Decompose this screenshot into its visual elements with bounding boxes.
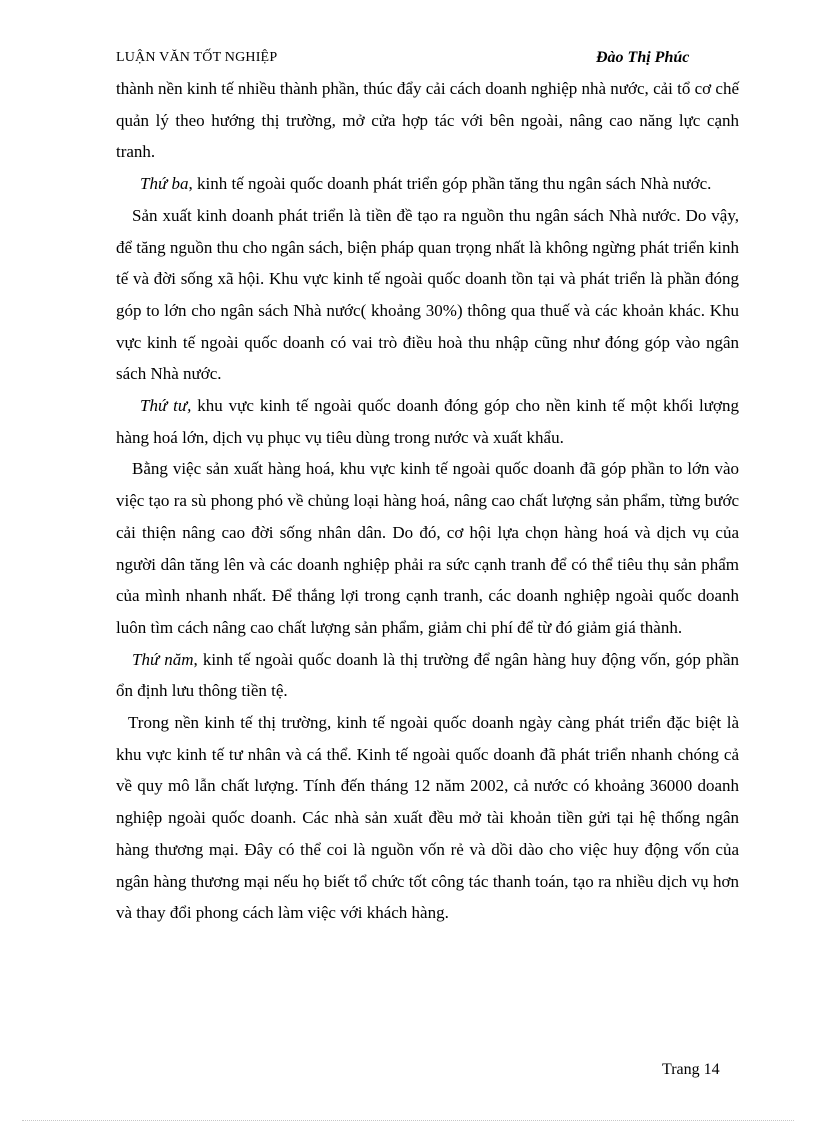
paragraph-text: , kinh tế ngoài quốc doanh phát triển góp phần tăng thu ngân sách Nhà nước. xyxy=(188,174,712,194)
paragraph-thu-ba xyxy=(116,168,739,200)
paragraph-text: , kinh tế ngoài quốc doanh là thị trường để ngân hàng huy động vốn, góp phần ổn định lưu thông tiền tệ. xyxy=(116,649,739,701)
paragraph-ngan-sach xyxy=(116,200,739,390)
page-bottom-divider xyxy=(22,1120,794,1121)
paragraph-text: Bằng việc sản xuất hàng hoá, khu vực kinh tế ngoài quốc doanh đã góp phần to lớn vào việc tạo ra sù phong phó về chủng loại hàng hoá, nâng cao chất lượng sản phẩm, từng bước cải thiện nâng cao đời sống nhân dân. Do đó, cơ hội lựa chọn hàng hoá và dịch vụ của người dân tăng lên và các doanh nghiệp phải ra sức cạnh tranh để có thể tiêu thụ sản phẩm của mình nhanh nhất. Để thắng lợi trong cạnh tranh, các doanh nghiệp ngoài quốc doanh luôn tìm cách nâng cao chất lượng sản phẩm, giảm chi phí để từ đó giảm giá thành. xyxy=(116,459,739,637)
paragraph-thu-nam xyxy=(116,644,739,707)
paragraph-lead: Thứ ba xyxy=(140,174,189,194)
document-body xyxy=(116,73,739,929)
paragraph-continuation xyxy=(116,73,739,168)
paragraph-thi-truong xyxy=(116,707,739,929)
paragraph-hang-hoa xyxy=(116,453,739,643)
paragraph-lead: Thứ năm xyxy=(132,649,194,669)
paragraph-text: khu vực kinh tế ngoài quốc doanh đóng góp cho nền kinh tế một khối lượng hàng hoá lớn, dịch vụ phục vụ tiêu dùng trong nước và xuất khẩu. xyxy=(116,396,739,447)
running-header-title: LUẬN VĂN TỐT NGHIỆP xyxy=(116,50,278,65)
page-number: Trang 14 xyxy=(662,1061,720,1078)
paragraph-text: thành nền kinh tế nhiều thành phần, thúc đẩy cải cách doanh nghiệp nhà nước, cải tổ cơ chế quản lý theo hướng thị trường, mở cửa hợp tác với bên ngoài, nâng cao năng lực cạnh tranh. xyxy=(116,79,739,162)
paragraph-thu-tu xyxy=(116,390,739,453)
paragraph-lead: Thứ tư, xyxy=(140,396,192,416)
paragraph-text: Trong nền kinh tế thị trường, kinh tế ngoài quốc doanh ngày càng phát triển đặc biệt là khu vực kinh tế tư nhân và cá thể. Kinh tế ngoài quốc doanh đã phát triển nhanh chóng cả về quy mô lẫn chất lượng. Tính đến tháng 12 năm 2002, cả nước có khoảng 36000 doanh nghiệp ngoài quốc doanh. Các nhà sản xuất đều mở tài khoản tiền gửi tại hệ thống ngân hàng thương mại. Đây có thể coi là nguồn vốn rẻ và dồi dào cho việc huy động vốn của ngân hàng thương mại nếu họ biết tổ chức tốt công tác thanh toán, tạo ra nhiều dịch vụ hơn và thay đổi phong cách làm việc với khách hàng. xyxy=(116,713,739,923)
paragraph-text: Sản xuất kinh doanh phát triển là tiền đề tạo ra nguồn thu ngân sách Nhà nước. Do vậy, để tăng nguồn thu cho ngân sách, biện pháp quan trọng nhất là không ngừng phát triển kinh tế và đời sống xã hội. Khu vực kinh tế ngoài quốc doanh tồn tại và phát triển là phần đóng góp to lớn cho ngân sách Nhà nước( khoảng 30%) thông qua thuế và các khoản khác. Khu vực kinh tế ngoài quốc doanh có vai trò điều hoà thu nhập cũng như đóng góp vào ngân sách Nhà nước. xyxy=(116,205,739,384)
running-header-author: Đào Thị Phúc xyxy=(596,49,690,66)
